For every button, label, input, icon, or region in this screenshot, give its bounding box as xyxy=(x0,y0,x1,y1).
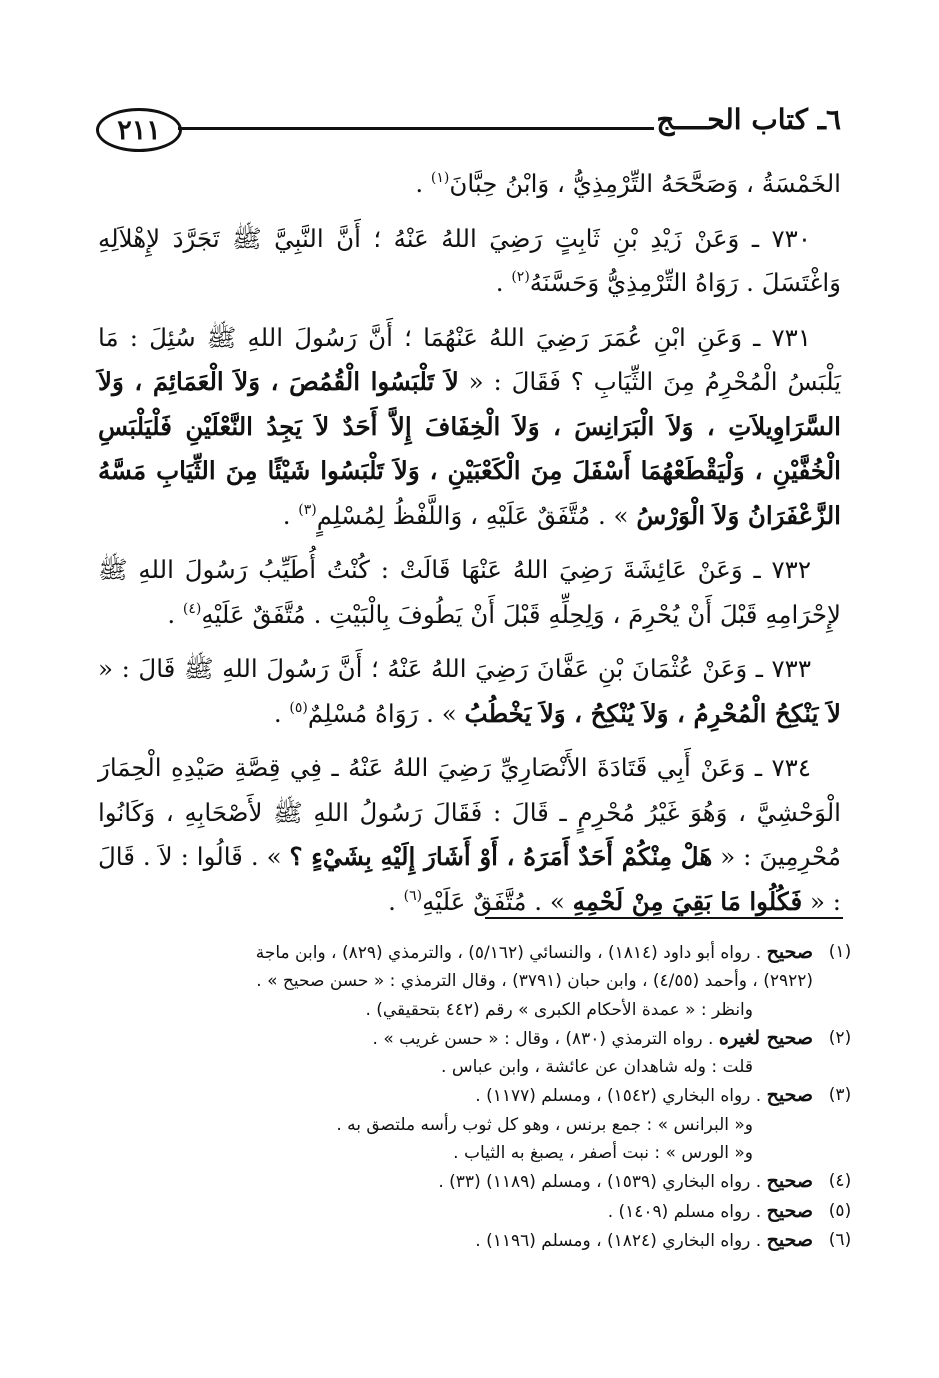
footnote-grade: صحيح لغيره xyxy=(718,1026,813,1049)
page-number-text: ٢١١ xyxy=(117,114,161,146)
footnote-line: و« الورس » : نبت أصفر ، يصبغ به الثياب . xyxy=(453,1143,753,1164)
paragraph-729-tail: الخَمْسَةُ ، وَصَحَّحَهُ التِّرْمِذِيُّ ، وَابْنُ حِبَّانَ$^{(١)}$ . xyxy=(415,169,841,198)
footnote-line: صحيح . رواه أبو داود (١٨١٤) ، والنسائي (٥/١٦٢) ، والترمذي (٨٢٩) ، وابن ماجة xyxy=(255,941,813,963)
footnote-grade: صحيح xyxy=(766,1170,813,1193)
header-divider xyxy=(178,127,654,130)
hadith-732: ٧٣٢ ـ وَعَنْ عَائِشَةَ رَضِيَ اللهُ عَنْهَا قَالَتْ : كُنْتُ أُطَيِّبُ رَسُولَ اللهِ ﷺ لإِحْرَامِهِ قَبْلَ أَنْ يُحْرِمَ ، وَلِحِلِّهِ قَبْلَ أَنْ يَطُوفَ بِالْبَيْتِ . مُتَّفَقٌ عَلَيْهِ$^{(٤)}$ . xyxy=(98,555,841,629)
footnote-5 xyxy=(98,1197,859,1226)
footnote-ref-4[interactable]: (٤) xyxy=(182,600,202,617)
hadith-734-quote-1: هَلْ مِنْكُمْ أَحَدٌ أَمَرَهُ ، أَوْ أَشَارَ إِلَيْهِ بِشَيْءٍ ؟ xyxy=(289,842,713,871)
footnote-line: و« البرانس » : جمع برنس ، وهو كل ثوب رأسه ملتصق به . xyxy=(336,1114,753,1135)
main-text xyxy=(98,162,841,924)
hadith-731: ٧٣١ ـ وَعَنِ ابْنِ عُمَرَ رَضِيَ اللهُ عَنْهُمَا ؛ أَنَّ رَسُولَ اللهِ ﷺ سُئِلَ : مَا يَلْبَسُ الْمُحْرِمُ مِنَ الثِّيَابِ ؟ فَقَالَ : « لاَ تَلْبَسُوا الْقُمُصَ ، وَلاَ الْعَمَائِمَ ، وَلاَ السَّرَاوِيلاَتِ ، وَلاَ الْبَرَانِسَ ، وَلاَ الْخِفَافَ إِلاَّ أَحَدٌ لاَ يَجِدُ النَّعْلَيْنِ فَلْيَلْبَسِ الْخُفَّيْنِ ، وَلْيَقْطَعْهُمَا أَسْفَلَ مِنَ الْكَعْبَيْنِ ، وَلاَ تَلْبَسُوا شَيْئًا مِنَ الثِّيَابِ مَسَّهُ الزَّعْفَرَانُ وَلاَ الْوَرْسُ » . مُتَّفَقٌ عَلَيْهِ ، وَاللَّفْظُ لِمُسْلِمٍ$^{(٣)}$ . xyxy=(98,322,842,530)
footnote-line: صحيح . رواه البخاري (١٥٤٢) ، ومسلم (١١٧٧) . xyxy=(475,1084,813,1107)
footnotes xyxy=(98,938,859,1255)
footnote-number: (١) xyxy=(828,942,852,962)
footnote-ref-1[interactable]: (١) xyxy=(430,170,450,186)
footnote-line: قلت : وله شاهدان عن عائشة ، وابن عباس . xyxy=(441,1057,753,1078)
footnote-2 xyxy=(98,1024,859,1082)
footnote-4 xyxy=(98,1167,859,1196)
footnote-line: (٢٩٢٢) ، وأحمد (٤/٥٥) ، وابن حبان (٣٧٩١) ، وقال الترمذي : « حسن صحيح » . xyxy=(256,971,813,992)
hadith-733: ٧٣٣ ـ وَعَنْ عُثْمَانَ بْنِ عَفَّانَ رَضِيَ اللهُ عَنْهُ ؛ أَنَّ رَسُولَ اللهِ ﷺ قَالَ : « لاَ يَنْكِحُ الْمُحْرِمُ ، وَلاَ يُنْكِحُ ، وَلاَ يَخْطُبُ » . رَوَاهُ مُسْلِمٌ$^{(٥)}$ . xyxy=(98,654,841,728)
footnote-line: صحيح لغيره . رواه الترمذي (٨٣٠) ، وقال : « حسن غريب » . xyxy=(372,1026,813,1049)
hadith-730: ٧٣٠ ـ وَعَنْ زَيْدِ بْنِ ثَابِتٍ رَضِيَ اللهُ عَنْهُ ؛ أَنَّ النَّبِيَّ ﷺ تَجَرَّدَ لإِهْلاَلِهِ وَاغْتَسَلَ . رَوَاهُ التِّرْمِذِيُّ وَحَسَّنَهُ$^{(٢)}$ . xyxy=(98,223,841,297)
footnote-line: صحيح . رواه مسلم (١٤٠٩) . xyxy=(607,1199,813,1222)
footnote-line: وانظر : « عمدة الأحكام الكبرى » رقم (٤٤٢ بتحقيقي) . xyxy=(365,999,753,1020)
hadith-731-quote: لاَ تَلْبَسُوا الْقُمُصَ ، وَلاَ الْعَمَائِمَ ، وَلاَ السَّرَاوِيلاَتِ ، وَلاَ الْبَرَانِسَ ، وَلاَ الْخِفَافَ إِلاَّ أَحَدٌ لاَ يَجِدُ النَّعْلَيْنِ فَلْيَلْبَسِ الْخُفَّيْنِ ، وَلْيَقْطَعْهُمَا أَسْفَلَ مِنَ الْكَعْبَيْنِ ، وَلاَ تَلْبَسُوا شَيْئًا مِنَ الثِّيَابِ مَسَّهُ الزَّعْفَرَانُ وَلاَ الْوَرْسُ xyxy=(98,367,841,530)
footnote-grade: صحيح xyxy=(766,1084,813,1107)
footnote-number: (٢) xyxy=(828,1027,852,1048)
footnote-divider xyxy=(485,917,843,919)
hadith-734-quote-2: فَكُلُوا مَا بَقِيَ مِنْ لَحْمِهِ xyxy=(572,886,803,916)
footnote-grade: صحيح xyxy=(766,1199,813,1222)
footnote-1 xyxy=(98,938,859,1024)
footnote-number: (٣) xyxy=(828,1085,852,1106)
footnote-number: (٤) xyxy=(828,1171,852,1192)
footnote-grade: صحيح xyxy=(766,941,813,963)
footnote-3 xyxy=(98,1081,859,1167)
footnote-ref-6[interactable]: (٦) xyxy=(403,887,423,904)
footnote-line: صحيح . رواه البخاري (١٥٣٩) ، ومسلم (١١٨٩) (٣٣) . xyxy=(438,1170,813,1193)
footnote-ref-5[interactable]: (٥) xyxy=(289,699,308,716)
chapter-title: ٦ـ كتاب الحــــج xyxy=(656,103,841,136)
footnote-grade: صحيح xyxy=(766,1228,813,1251)
page-number xyxy=(96,108,182,152)
footnote-6 xyxy=(98,1226,859,1255)
footnote-number: (٥) xyxy=(828,1200,852,1221)
hadith-733-quote: لاَ يَنْكِحُ الْمُحْرِمُ ، وَلاَ يُنْكِحُ ، وَلاَ يَخْطُبُ xyxy=(464,698,841,728)
footnote-number: (٦) xyxy=(828,1229,852,1250)
footnote-ref-2[interactable]: (٢) xyxy=(511,269,530,285)
footnote-ref-3[interactable]: (٣) xyxy=(298,501,317,518)
footnote-line: صحيح . رواه البخاري (١٨٢٤) ، ومسلم (١١٩٦) . xyxy=(475,1228,813,1251)
hadith-734: ٧٣٤ ـ وَعَنْ أَبِي قَتَادَةَ الأَنْصَارِيِّ رَضِيَ اللهُ عَنْهُ ـ فِي قِصَّةِ صَيْدِهِ الْحِمَارَ الْوَحْشِيَّ ، وَهُوَ غَيْرُ مُحْرِمٍ ـ قَالَ : فَقَالَ رَسُولُ اللهِ ﷺ لأَصْحَابِهِ ، وَكَانُوا مُحْرِمِينَ : « هَلْ مِنْكُمْ أَحَدٌ أَمَرَهُ ، أَوْ أَشَارَ إِلَيْهِ بِشَيْءٍ ؟ » . قَالُوا : لاَ . قَالَ : « فَكُلُوا مَا بَقِيَ مِنْ لَحْمِهِ » . مُتَّفَقٌ عَلَيْهِ$^{(٦)}$ . xyxy=(98,753,841,916)
